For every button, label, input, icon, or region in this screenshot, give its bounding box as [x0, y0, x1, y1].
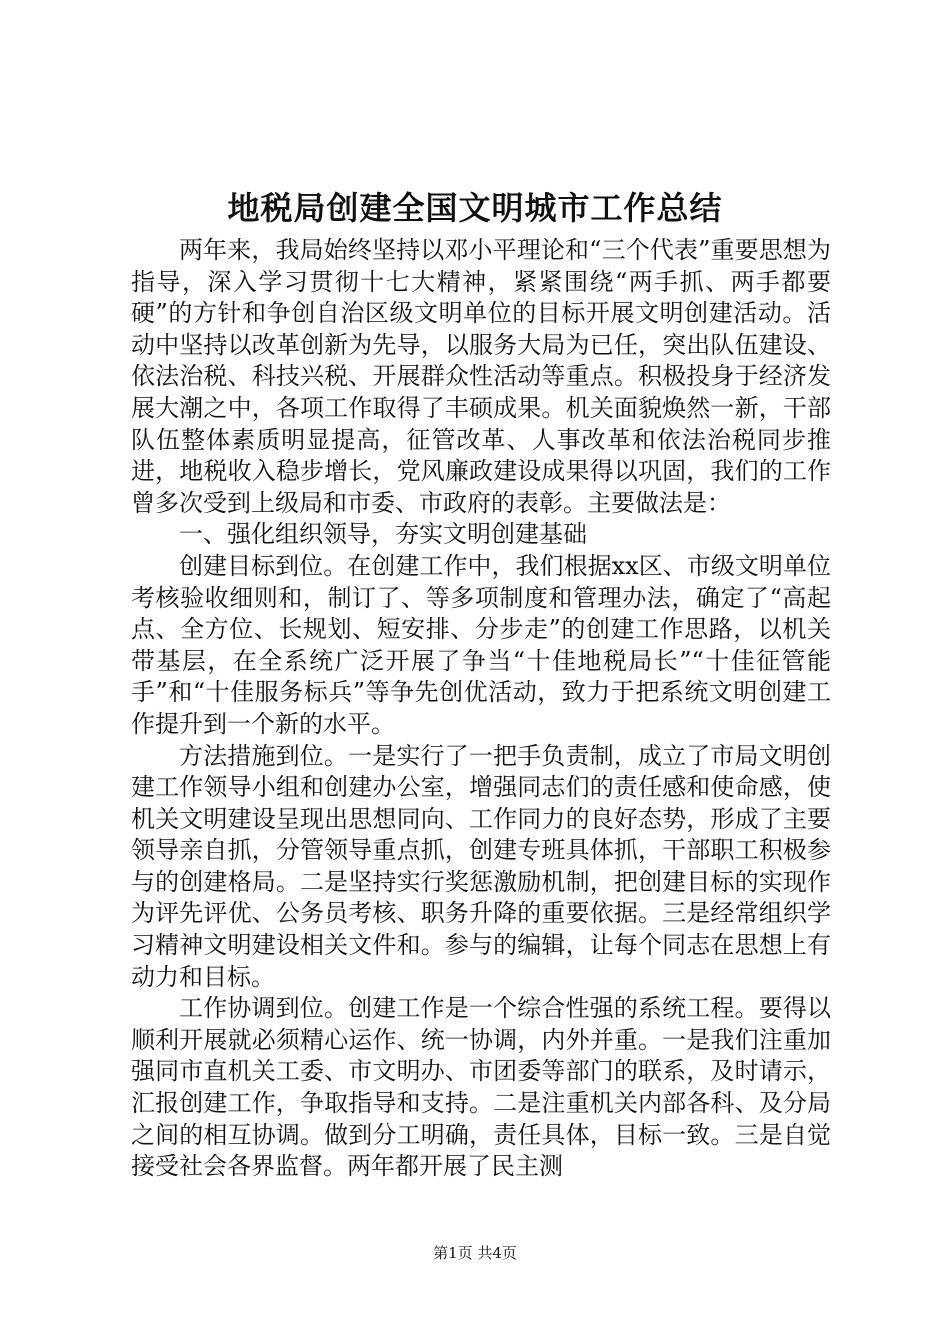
document-body [131, 235, 831, 1183]
document-title: 地税局创建全国文明城市工作总结 [227, 189, 723, 227]
paragraph-goals: 创建目标到位。在创建工作中，我们根据xx区、市级文明单位考核验收细则和，制订了、等多项制度和管理办法，确定了“高起点、全方位、长规划、短安排、分步走”的创建工作思路，以机关带基层，在全系统广泛开展了争当“十佳地税局长”“十佳征管能手”和“十佳服务标兵”等争先创优活动，致力于把系统文明创建工作提升到一个新的水平。 [131, 551, 831, 738]
paragraph-measures: 方法措施到位。一是实行了一把手负责制，成立了市局文明创建工作领导小组和创建办公室，增强同志们的责任感和使命感，使机关文明建设呈现出思想同向、工作同力的良好态势，形成了主要领导亲自抓，分管领导重点抓，创建专班具体抓，干部职工积极参与的创建格局。二是坚持实行奖惩激励机制，把创建目标的实现作为评先评优、公务员考核、职务升降的重要依据。三是经常组织学习精神文明建设相关文件和。参与的编辑，让每个同志在思想上有动力和目标。 [131, 741, 831, 991]
page-number-footer: 第1页 共4页 [433, 1244, 517, 1262]
paragraph-intro: 两年来，我局始终坚持以邓小平理论和“三个代表”重要思想为指导，深入学习贯彻十七大精神，紧紧围绕“两手抓、两手都要硬”的方针和争创自治区级文明单位的目标开展文明创建活动。活动中坚持以改革创新为先导，以服务大局为已任，突出队伍建设、依法治税、科技兴税、开展群众性活动等重点。积极投身于经济发展大潮之中，各项工作取得了丰硕成果。机关面貌焕然一新，干部队伍整体素质明显提高，征管改革、人事改革和依法治税同步推进，地税收入稳步增长，党风廉政建设成果得以巩固，我们的工作曾多次受到上级局和市委、市政府的表彰。主要做法是： [131, 236, 831, 517]
section-heading-1: 一、强化组织领导，夯实文明创建基础 [179, 520, 587, 549]
paragraph-coordination: 工作协调到位。创建工作是一个综合性强的系统工程。要得以顺利开展就必须精心运作、统一协调，内外并重。一是我们注重加强同市直机关工委、市文明办、市团委等部门的联系，及时请示，汇报创建工作，争取指导和支持。二是注重机关内部各科、及分局之间的相互协调。做到分工明确，责任具体，目标一致。三是自觉接受社会各界监督。两年都开展了民主测 [131, 994, 831, 1181]
